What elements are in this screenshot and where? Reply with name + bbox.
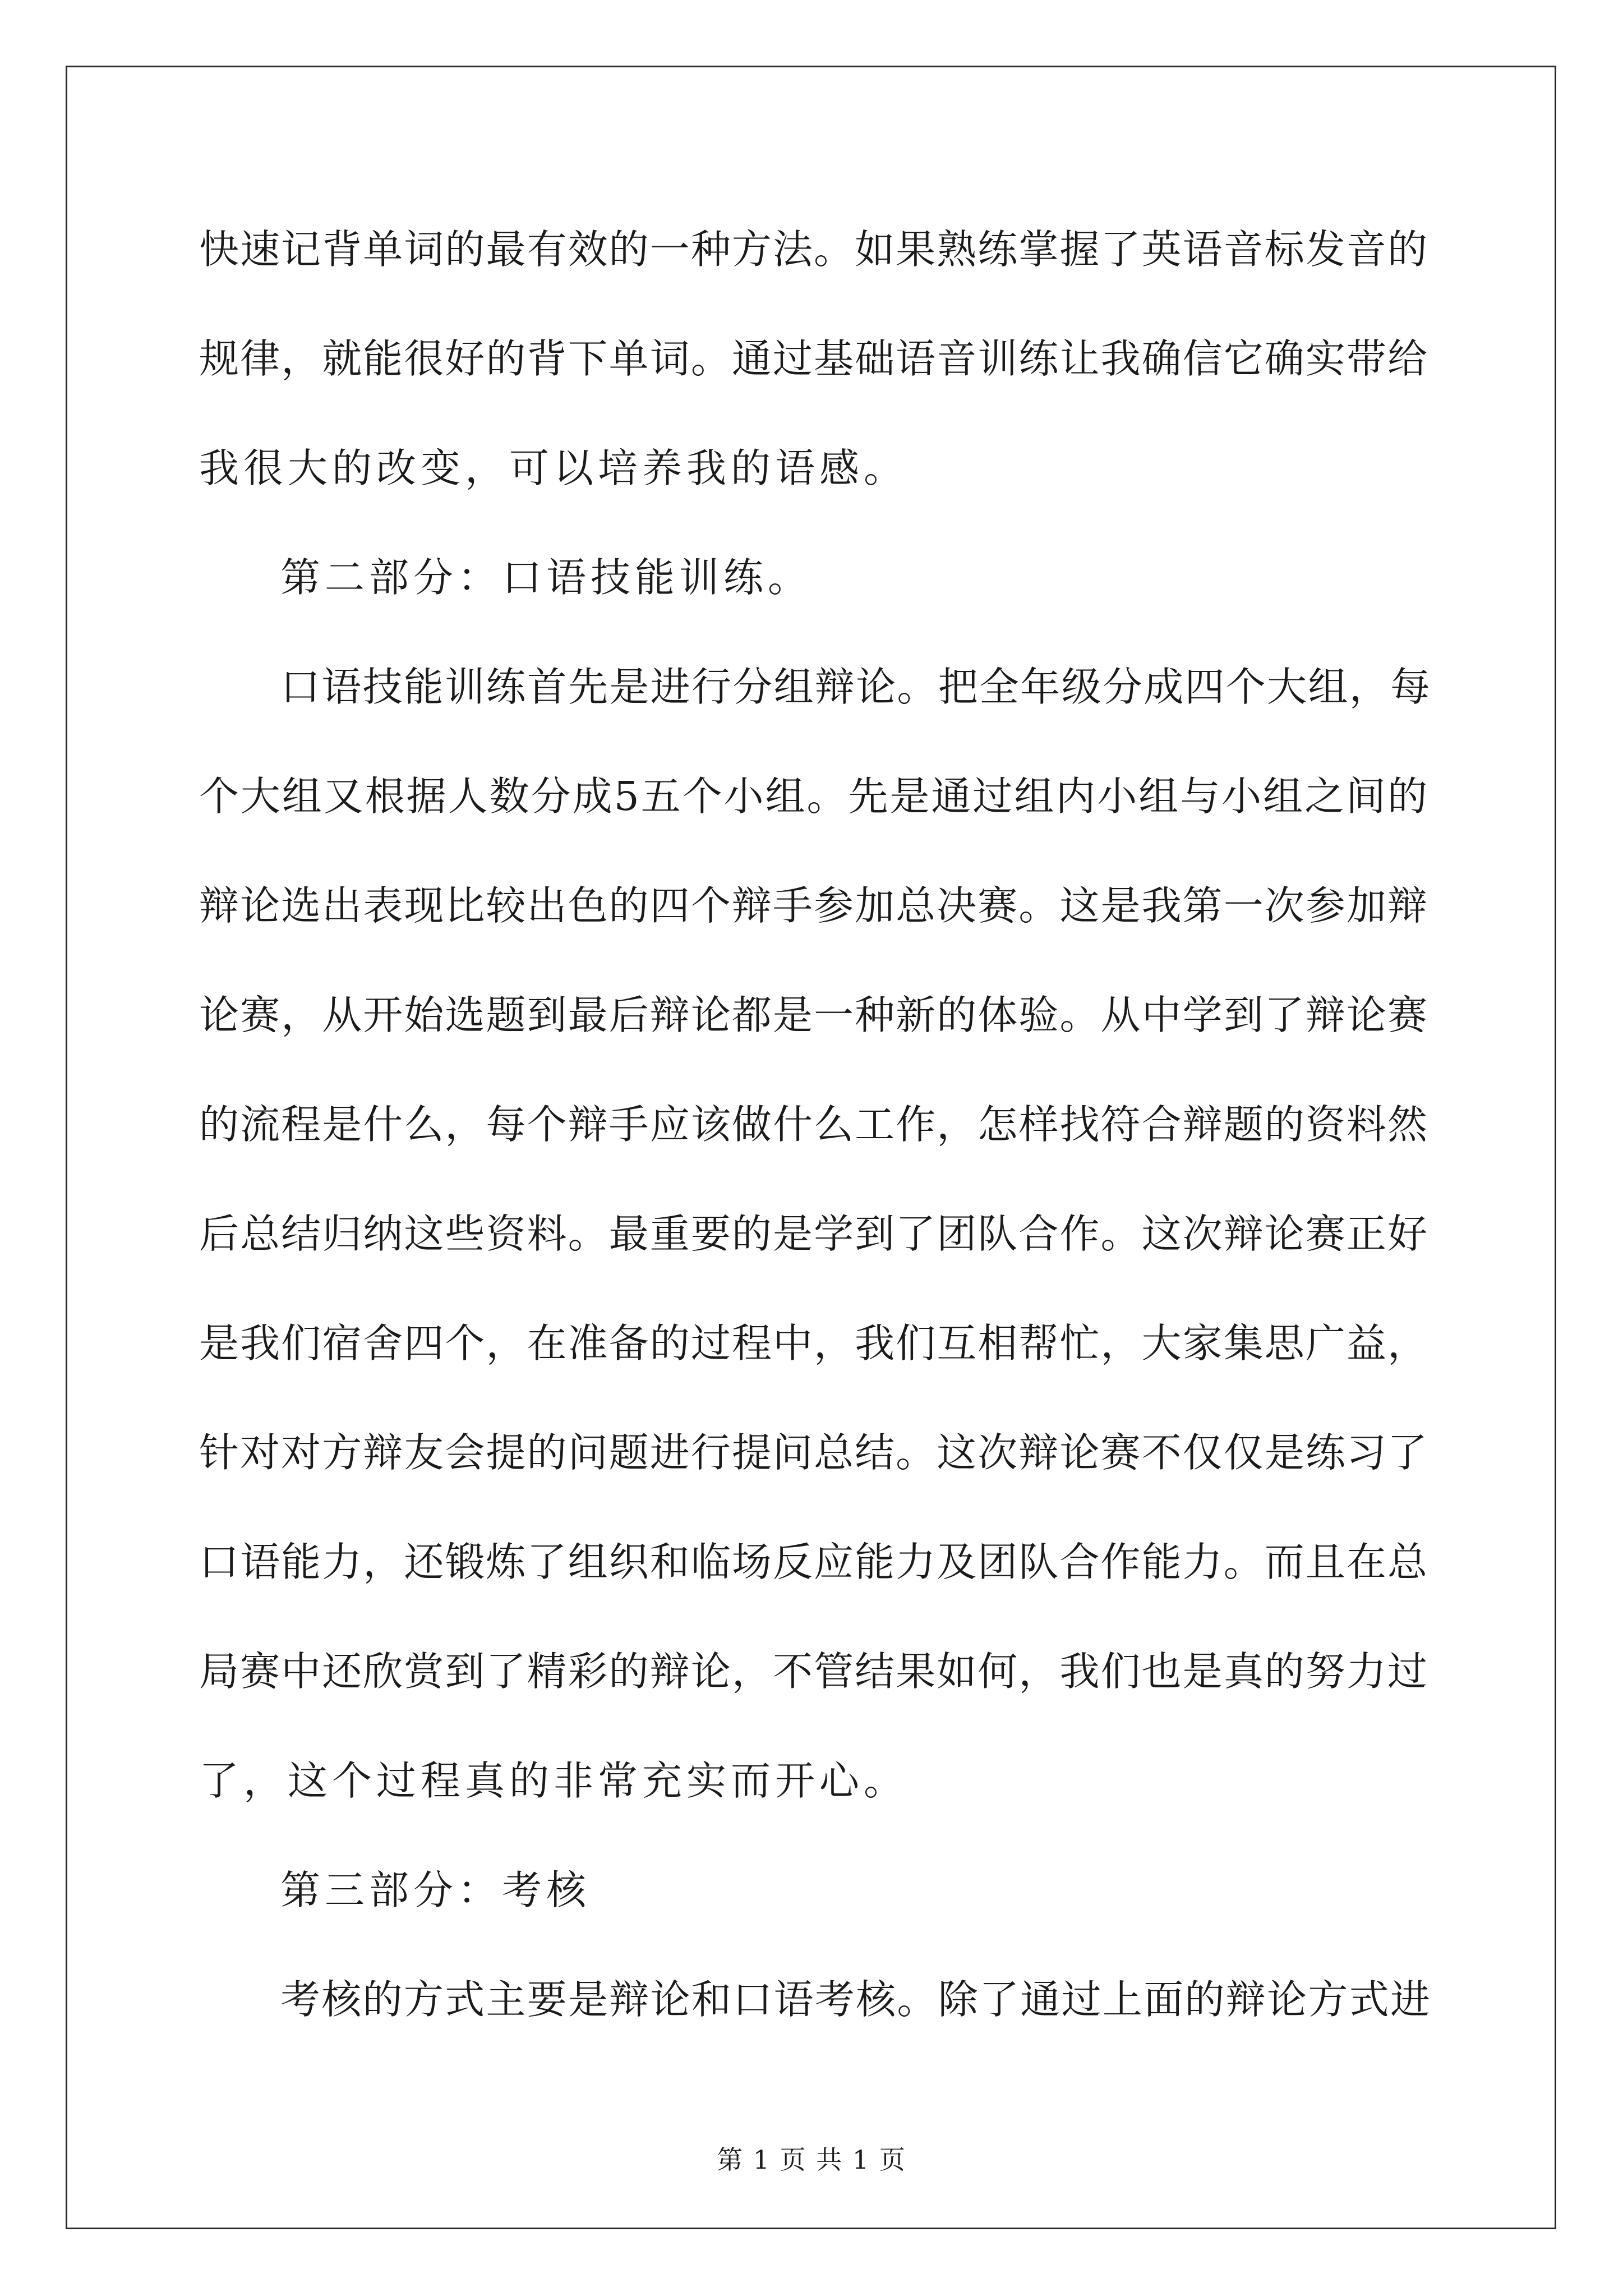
body-line-1: 快速记背单词的最有效的一种方法。如果熟练掌握了英语音标发音的 (199, 226, 1427, 273)
body-line-14: 局赛中还欣赏到了精彩的辩论，不管结果如何，我们也是真的努力过 (199, 1648, 1427, 1695)
body-line-15: 了，这个过程真的非常充实而开心。 (199, 1757, 909, 1804)
section-heading-3: 第三部分：考核 (280, 1867, 591, 1913)
body-line-7: 辩论选出表现比较出色的四个辩手参加总决赛。这是我第一次参加辩 (199, 882, 1427, 929)
section-heading-2: 第二部分：口语技能训练。 (280, 554, 813, 601)
body-line-3: 我很大的改变，可以培养我的语感。 (199, 445, 909, 491)
body-line-8: 论赛，从开始选题到最后辩论都是一种新的体验。从中学到了辩论赛 (199, 992, 1427, 1038)
body-line-12: 针对对方辩友会提的问题进行提问总结。这次辩论赛不仅仅是练习了 (199, 1429, 1427, 1476)
body-line-2: 规律，就能很好的背下单词。通过基础语音训练让我确信它确实带给 (199, 335, 1427, 382)
body-line-9: 的流程是什么，每个辩手应该做什么工作，怎样找符合辩题的资料然 (199, 1101, 1427, 1148)
page-number-footer: 第 1 页 共 1 页 (717, 2145, 906, 2175)
body-line-13: 口语能力，还锻炼了组织和临场反应能力及团队合作能力。而且在总 (199, 1539, 1427, 1585)
body-line-6: 个大组又根据人数分成5五个小组。先是通过组内小组与小组之间的 (199, 773, 1427, 820)
body-line-11: 是我们宿舍四个，在准备的过程中，我们互相帮忙，大家集思广益， (199, 1320, 1427, 1366)
body-line-17: 考核的方式主要是辩论和口语考核。除了通过上面的辩论方式进 (280, 1976, 1430, 2023)
body-line-10: 后总结归纳这些资料。最重要的是学到了团队合作。这次辩论赛正好 (199, 1211, 1427, 1257)
body-line-5: 口语技能训练首先是进行分组辩论。把全年级分成四个大组，每 (280, 664, 1430, 710)
